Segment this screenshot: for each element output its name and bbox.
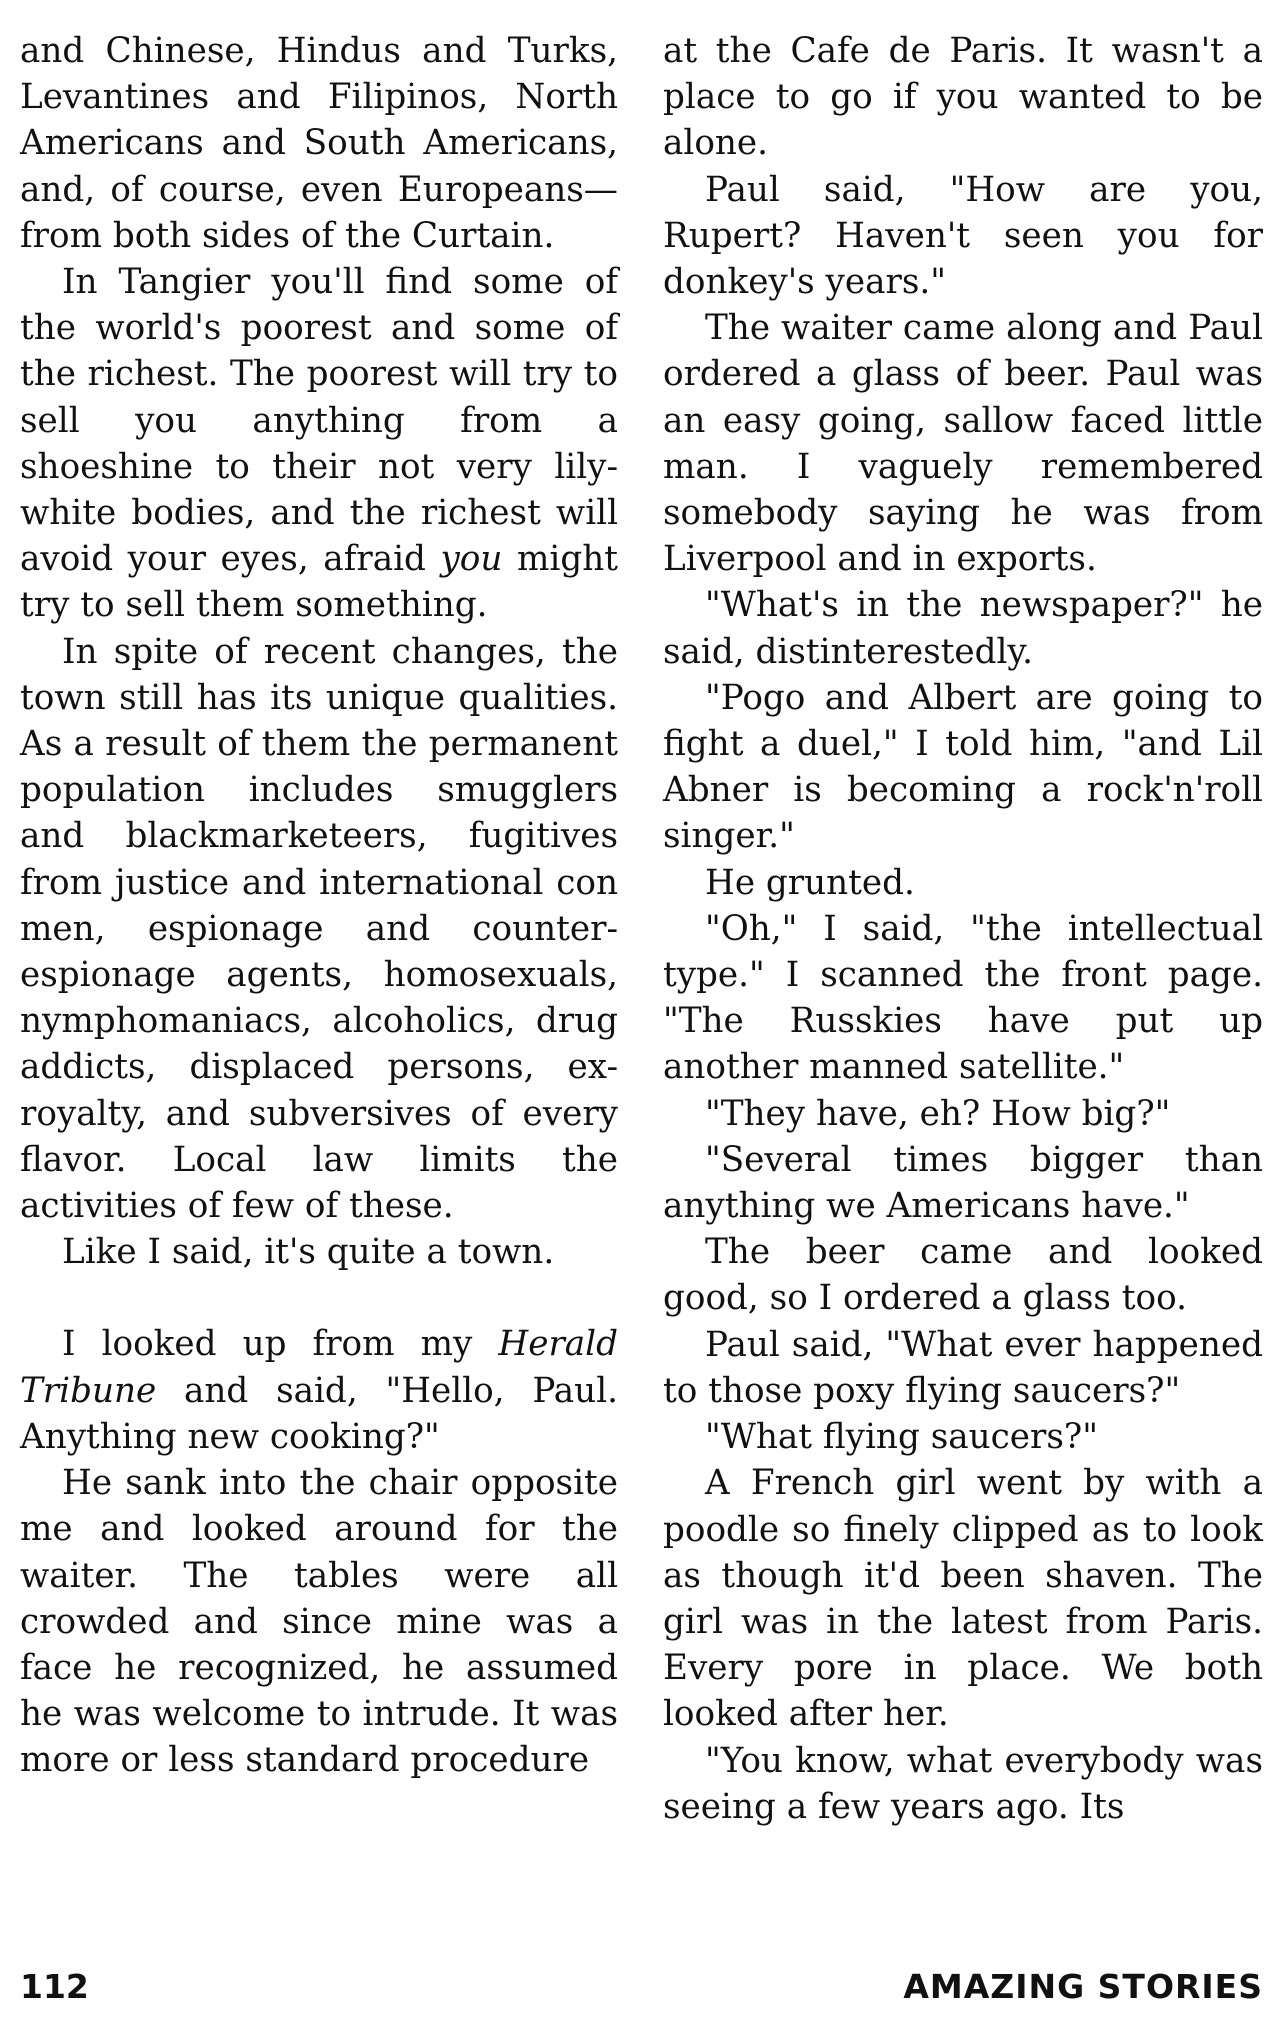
paragraph-several-times: "Several times bigger than anything we Americans have." — [663, 1139, 1263, 1227]
paragraph-qualities: In spite of recent changes, the town still has its unique qualities. As a result of them the permanent population includes smugglers and blackmarketeers, fugitives from justice and international con men, espionage and counter-espionage agents, homosexuals, nymphomaniacs, alcoholics, drug addicts, displaced persons, ex-royalty, and subversives of every flavor. Local law limits the activities of few of these. — [20, 631, 618, 1227]
paragraph-you-know: "You know, what everybody was seeing a few years ago. Its — [663, 1740, 1263, 1827]
paragraph-waiter: The waiter came along and Paul ordered a glass of beer. Paul was an easy going, sallow faced little man. I vaguely remembered somebody saying he was from Liverpool and in exports. — [663, 308, 1263, 580]
paragraph-curtain: and Chinese, Hindus and Turks, Levantines and Filipinos, North Americans and South Americans, and, of course, even Europeans—from both sides of the Curtain. — [20, 31, 618, 256]
paragraph-herald-tribune: I looked up from my Herald Tribune and said, "Hello, Paul. Anything new cooking?" — [20, 1324, 618, 1457]
section-break — [20, 1275, 618, 1321]
paragraph-newspaper: "What's in the newspaper?" he said, distinterestedly. — [663, 585, 1263, 672]
emphasis-you: you — [440, 539, 503, 580]
paragraph-grunted: He grunted. — [705, 862, 915, 903]
page-footer — [20, 1962, 1263, 2012]
paragraph-how-are-you: Paul said, "How are you, Rupert? Haven't seen you for donkey's years." — [663, 169, 1263, 303]
paragraph-cafe-de-paris: at the Cafe de Paris. It wasn't a place to go if you wanted to be alone. — [663, 31, 1263, 164]
paragraph-intellectual: "Oh," I said, "the intellectual type." I scanned the front page. "The Russkies have put up another manned satellite." — [663, 908, 1263, 1088]
paragraph-french-girl: A French girl went by with a poodle so finely clipped as to look as though it'd been shaven. The girl was in the latest from Paris. Every pore in place. We both looked after her. — [663, 1463, 1263, 1735]
paragraph-quite-a-town: Like I said, it's quite a town. — [62, 1232, 555, 1273]
emphasis-herald-tribune: Herald Tribune — [20, 1324, 618, 1411]
right-column — [663, 28, 1263, 1830]
paragraph-how-big: "They have, eh? How big?" — [705, 1093, 1171, 1134]
paragraph-what-flying-saucers: "What flying saucers?" — [705, 1417, 1098, 1458]
left-column — [20, 28, 618, 1784]
page-number: 112 — [20, 1967, 89, 2006]
paragraph-flying-saucers-question: Paul said, "What ever happened to those poxy flying saucers?" — [663, 1324, 1263, 1411]
paragraph-sank-into-chair: He sank into the chair opposite me and looked around for the waiter. The tables were all crowded and since mine was a face he recognized, he assumed he was welcome to intrude. It was more or less standard procedure — [20, 1463, 618, 1781]
paragraph-tangier: In Tangier you'll find some of the world's poorest and some of the richest. The poorest will try to sell you anything from a shoeshine to their not very lily-white bodies, and the richest will avoid your eyes, afraid you might try to sell them something. — [20, 262, 618, 626]
paragraph-pogo: "Pogo and Albert are going to fight a duel," I told him, "and Lil Abner is becoming a rock'n'roll singer." — [663, 677, 1263, 857]
paragraph-beer-came: The beer came and looked good, so I ordered a glass too. — [663, 1232, 1263, 1319]
running-title: AMAZING STORIES — [903, 1967, 1263, 2006]
